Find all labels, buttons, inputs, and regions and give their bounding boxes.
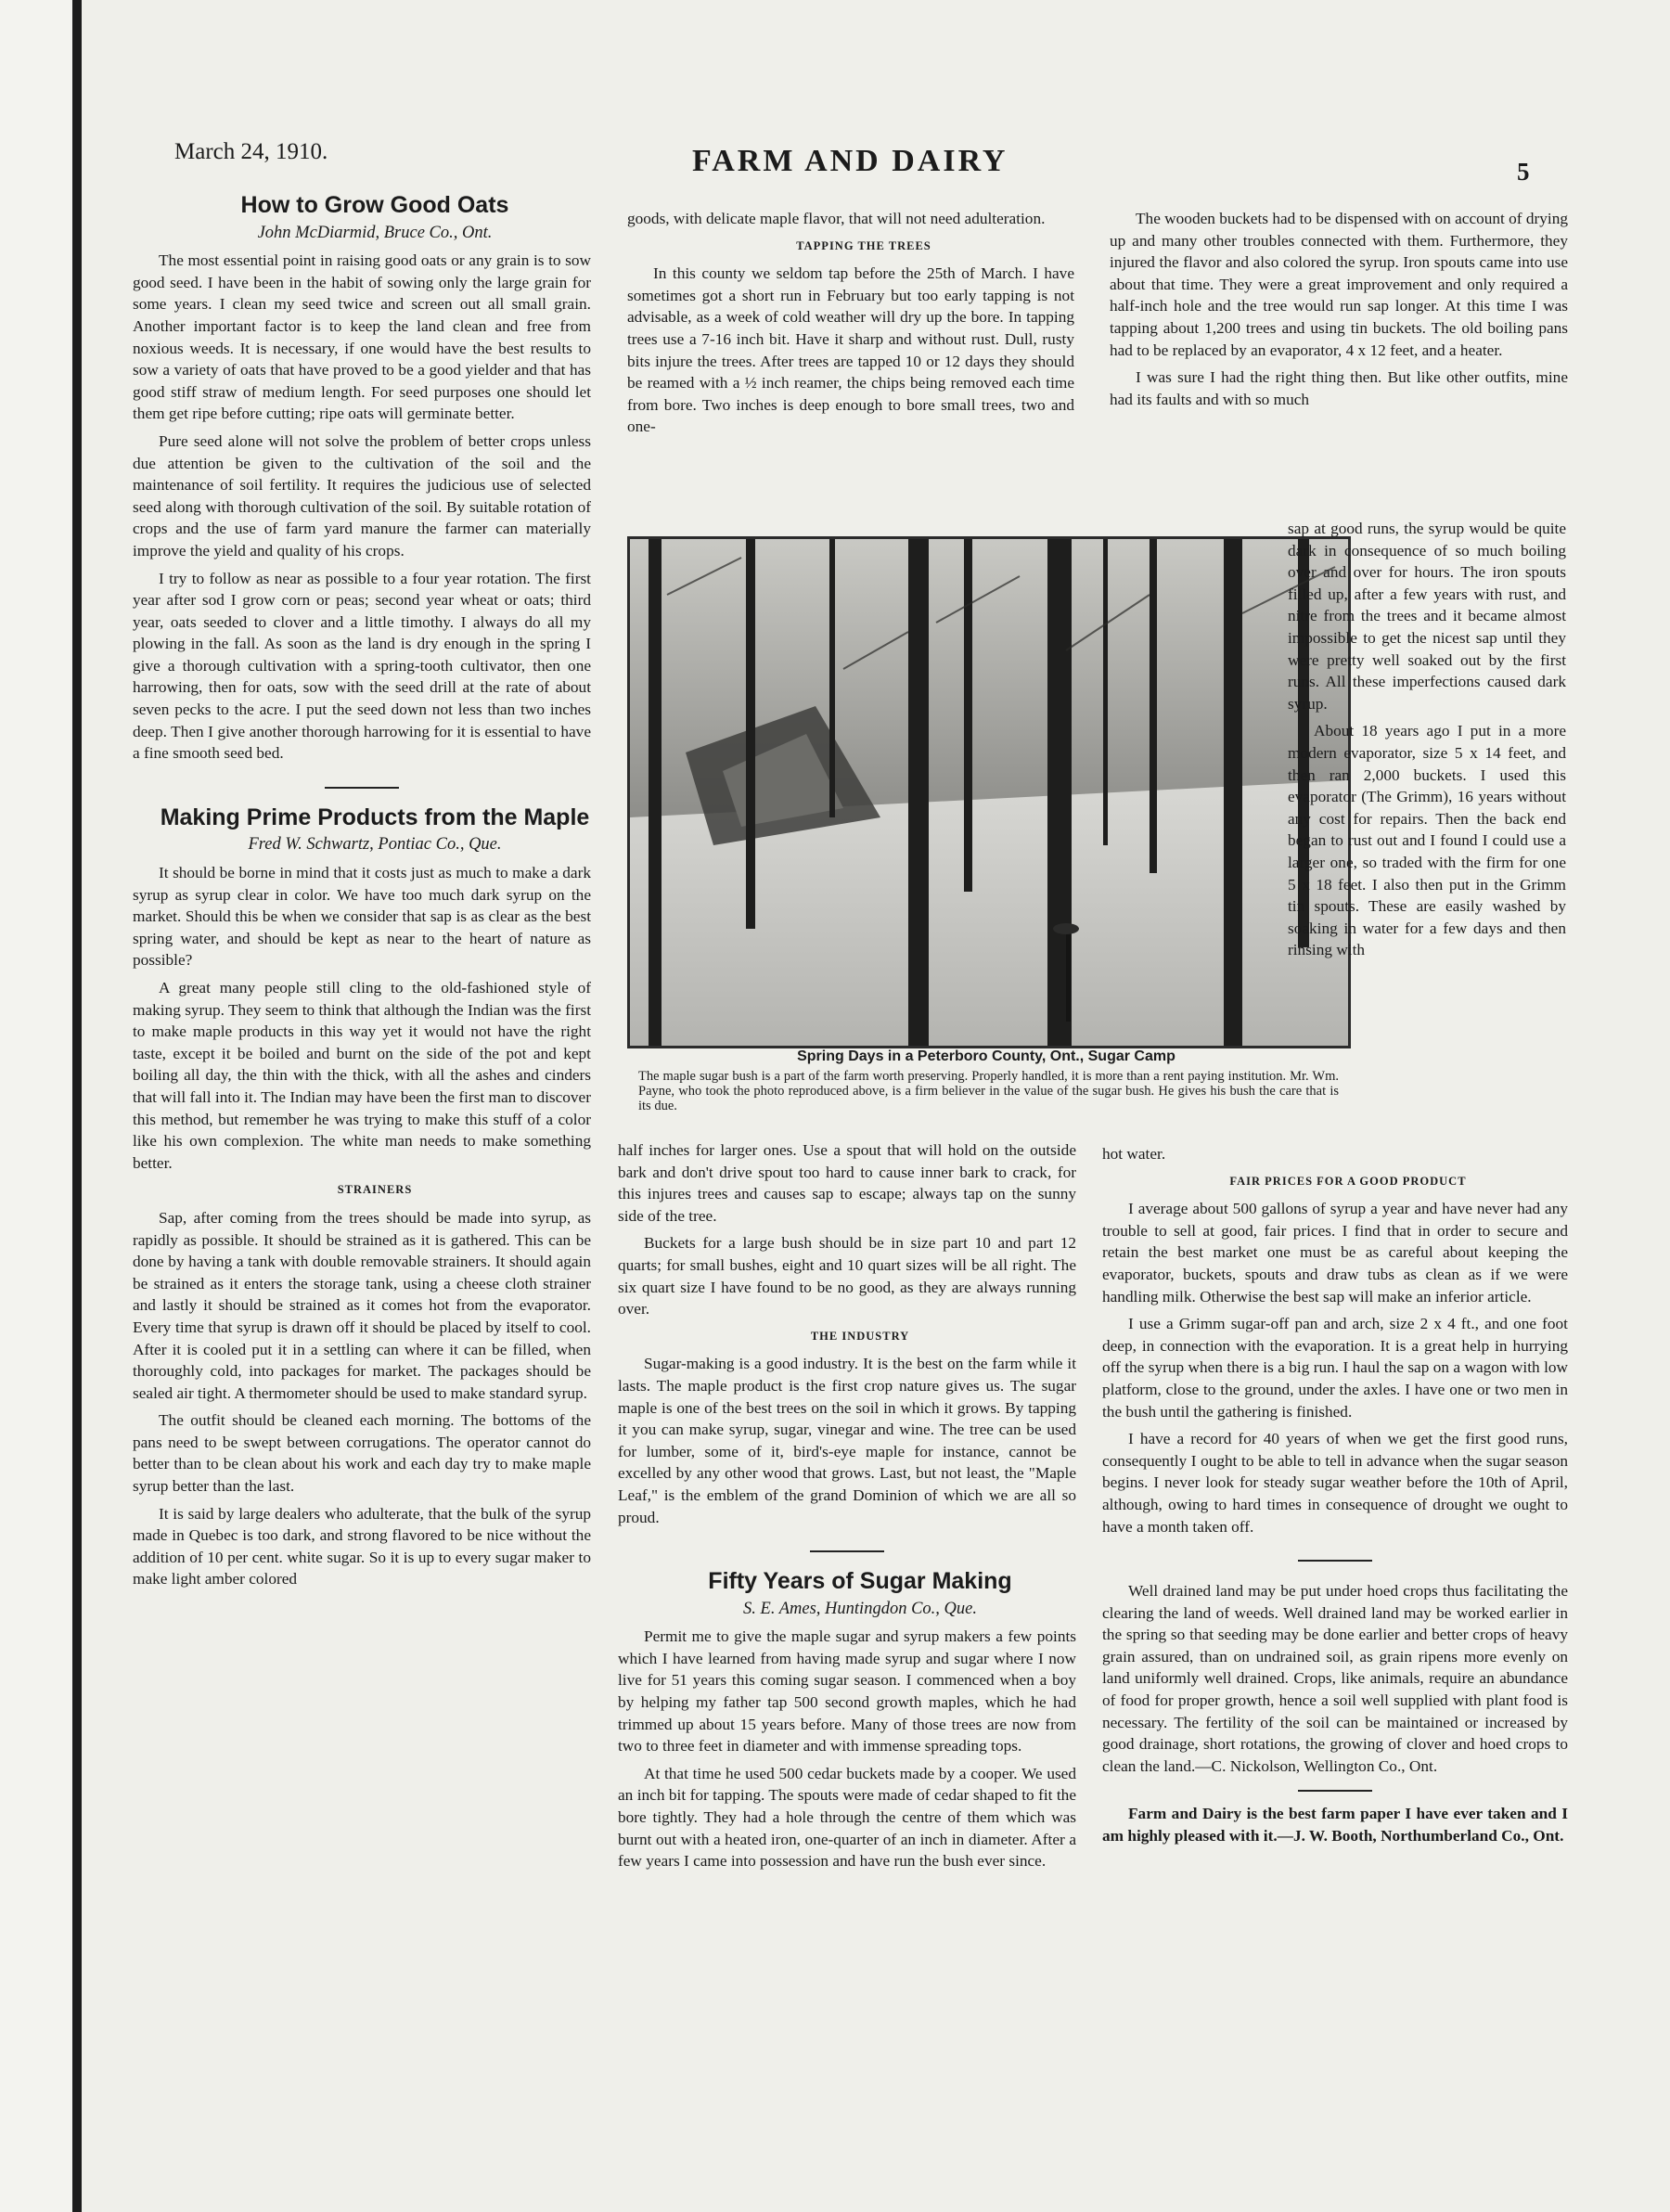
paragraph: I try to follow as near as possible to a four year rotation. The first year after sod I grow corn or peas; second year wheat or oats; third year, oats seeded to clover and a little timothy. I always do all my plowing in the fall. As soon as the land is dry enough in the spring I give a thorough cultivation with a spring-tooth cultivator, then one harrowing, then for oats, sow with the seed drill at the rate of about seven pecks to the acre. I put the seed down not less than two inches deep. Then I give another thorough harrowing for it is essential to have a fine smooth seed bed. (133, 569, 591, 763)
adjacent-page-margin (0, 0, 82, 2212)
paragraph: Sap, after coming from the trees should be made into syrup, as rapidly as possible. It should be strained as it is gathered. This can be done by having a tank with double removable strainers. It should again be strained as it enters the storage tank, using a cheese cloth strainer and lastly it should be strained as it comes hot from the evaporator. Every time that syrup is drawn off it should be placed by itself to cool. After it is cooled put it in a settling can where it can be filled, when thoroughly cold, into packages for market. The packages should be sealed air tight. A thermometer should be used to make standard syrup. (133, 1208, 591, 1402)
newspaper-page (82, 0, 1670, 2212)
article-title-oats: How to Grow Good Oats (240, 192, 509, 218)
column-1 (133, 192, 591, 1596)
paragraph: About 18 years ago I put in a more modern evaporator, size 5 x 14 feet, and then ran 2,000 buckets. I used this evaporator (The Grimm), 16 years without any cost for repairs. Then the back end began to rust out and I found I could use a larger one, so traded with the firm for one 5 x 18 feet. I also then put in the Grimm tin spouts. These are easily washed by soaking in water for a few days and then rinsing with (1288, 722, 1566, 959)
paragraph: Pure seed alone will not solve the problem of better crops unless due attention be given to the cultivation of the soil and the maintenance of soil fertility. It requires the judicious use of selected seed along with thorough cultivation of the soil. By suitable rotation of crops and the use of farm yard manure the farmer can materially improve the yield and quality of his crops. (133, 431, 591, 559)
paragraph: It is said by large dealers who adulterate, that the bulk of the syrup made in Quebec is too dark, and strong flavored to be nice without the addition of 10 per cent. white sugar. So it is up to every sugar maker to make light amber colored (133, 1504, 591, 1588)
subheading-tapping: TAPPING THE TREES (796, 238, 931, 252)
paragraph: At that time he used 500 cedar buckets made by a cooper. We used an inch bit for tapping. The spouts were made of cedar shaped to fit the bore tightly. They had a hole through the centre of them which was burnt out with a heated iron, one-quarter of an inch in diameter. After a few years I came into possession and have run the bush ever since. (618, 1764, 1076, 1871)
forest-photo-illustration (630, 539, 1348, 1046)
paragraph: Permit me to give the maple sugar and syrup makers a few points which I have learned from having made syrup and sugar where I now live for 51 years this coming sugar season. I commenced when a boy by helping my father tap 500 second growth maples, which he had trimmed up about 15 years before. Many of those trees are now from two to three feet in diameter and with immense spreading tops. (618, 1627, 1076, 1755)
issue-date: March 24, 1910. (174, 139, 328, 164)
paragraph: half inches for larger ones. Use a spout that will hold on the outside bark and don't drive spout too hard to cause inner bark to crack, for this injures trees and causes sap to escape; always tap on the sunny side of the tree. (618, 1141, 1076, 1225)
paragraph: It should be borne in mind that it costs just as much to make a dark syrup as syrup clear in color. We have too much dark syrup on the market. Should this be when we consider that sap is as clear as the best spring water, and should be kept as near to the heart of nature as possible? (133, 864, 591, 970)
column-2-top (627, 208, 1074, 444)
paragraph: I have a record for 40 years of when we get the first good runs, consequently I ought to be able to tell in advance when the sugar season begins. I never look for steady sugar weather before the 10th of April, although, owing to hard times in consequence of drought we ought to have a month taken off. (1102, 1430, 1568, 1536)
masthead-title: FARM AND DAIRY (692, 144, 1008, 178)
paragraph: Well drained land may be put under hoed crops thus facilitating the clearing the land of weeds. Well drained land may be worked earlier in the spring so that seeding may be done earlier and better crops of heavy grain assured, than on undrained soil, as grain ripens more evenly on land uniformly well drained. Crops, like animals, require an abundance of food for proper growth, hence a soil well supplied with plant food is necessary. The fertility of the soil can be maintained or increased by good drainage, short rotations, the growing of clover and hoed crops to clean the land.—C. Nickolson, Wellington Co., Ont. (1102, 1582, 1568, 1775)
photo-caption-body: The maple sugar bush is a part of the farm worth preserving. Properly handled, it is more than a rent paying institution. Mr. Wm. Payne, who took the photo reproduced above, is a firm believer in the value of the sugar bush. He gives his bush the care that is its due. (638, 1069, 1339, 1113)
page-number: 5 (1517, 158, 1530, 186)
subheading-fair-prices: FAIR PRICES FOR A GOOD PRODUCT (1229, 1174, 1467, 1188)
paragraph: In this county we seldom tap before the 25th of March. I have sometimes got a short run in February but too early tapping is not advisable, as a week of cold weather will dry up the bore. In tapping trees use a 7-16 inch bit. Have it sharp and without rust. Dull, rusty bits injure the trees. After trees are tapped 10 or 12 days they should be reamed with a ½ inch reamer, the chips being removed each time from bore. Two inches is deep enough to bore small trees, two and one- (627, 264, 1074, 436)
paragraph: Buckets for a large bush should be in size part 10 and part 12 quarts; for small bushes, eight and 10 quart sizes will be all right. The six quart size I have found to be no good, as they are always running over. (618, 1234, 1076, 1318)
column-2-bottom (618, 1139, 1076, 1878)
photo-caption-title: Spring Days in a Peterboro County, Ont., Sugar Camp (797, 1048, 1175, 1064)
article-title-fifty-years: Fifty Years of Sugar Making (708, 1568, 1012, 1595)
paragraph: sap at good runs, the syrup would be quite dark in consequence of so much boiling over and over for hours. The iron spouts filled up, after a few years with rust, and nitre from the trees and it became almost impossible to get the nicest sap until they were pretty well soaked out by the first runs. All these imperfections caused dark syrup. (1288, 520, 1566, 713)
section-divider (1298, 1790, 1372, 1792)
column-3-bottom (1102, 1143, 1568, 1853)
paragraph: The most essential point in raising good oats or any grain is to sow good seed. I have been in the habit of sowing only the large grain for some years. I clean my seed twice and screen out all small grain. Another important factor is to keep the land clean and free from noxious weeds. It is necessary, if one would have the best results to sow a variety of oats that have proved to be a good yielder and that has good stiff straw of medium length. For seed purposes one should let them get ripe before cutting; ripe oats will germinate better. (133, 251, 591, 423)
paragraph: Sugar-making is a good industry. It is the best on the farm while it lasts. The maple product is the first crop nature gives us. The sugar maple is one of the best trees on the soil in which it grows. By tapping it you can make syrup, sugar, vinegar and wine. The tree can be used for lumber, some of it, bird's-eye maple for instance, cannot be excelled by any other wood that grows. Last, but not least, the "Maple Leaf," is the emblem of the grand Dominion of which we are all so proud. (618, 1355, 1076, 1526)
byline-oats: John McDiarmid, Bruce Co., Ont. (257, 223, 493, 242)
section-divider (1298, 1560, 1372, 1562)
paragraph: goods, with delicate maple flavor, that will not need adulteration. (627, 210, 1046, 227)
byline-maple: Fred W. Schwartz, Pontiac Co., Que. (248, 835, 502, 855)
testimonial: Farm and Dairy is the best farm paper I have ever taken and I am highly pleased with it.—J. W. Booth, Northumberland Co., Ont. (1102, 1805, 1568, 1845)
column-3-top (1110, 208, 1568, 410)
paragraph: The outfit should be cleaned each morning. The bottoms of the pans need to be swept between corrugations. The operator cannot do better than to be clean about his work and each day try to make maple syrup better than the last. (133, 1411, 591, 1496)
subheading-strainers: STRAINERS (337, 1183, 413, 1197)
column-3-wrap (1288, 518, 1566, 967)
paragraph: A great many people still cling to the old-fashioned style of making syrup. They seem to think that although the Indian was the first to make maple products in this way yet it would not have the right taste, except it be boiled and burnt on the side of the pot and kept boiling all day, the thin with the thick, with all the ashes and cinders that will fall into it. The Indian may have been the first man to discover this method, but remember he was trying to make this stuff of a color like his own complexion. The white man needs to make something better. (133, 979, 591, 1172)
paragraph: I was sure I had the right thing then. But like other outfits, mine had its faults and with so much (1110, 368, 1568, 408)
subheading-industry: THE INDUSTRY (810, 1329, 910, 1343)
paragraph: I average about 500 gallons of syrup a year and have never had any trouble to sell at good, fair prices. I find that in order to secure and retain the best market one must be as careful about keeping the evaporator, buckets, spouts and draw tubs as clean as if we were handling milk. Otherwise the best sap will make an inferior article. (1102, 1200, 1568, 1305)
section-divider (325, 787, 399, 789)
paragraph: The wooden buckets had to be dispensed with on account of drying up and many other troubles connected with them. Furthermore, they injured the flavor and also colored the syrup. Iron spouts came into use about that time. They were a great improvement and only required a half-inch hole and the tree would run sap longer. At this time I was tapping about 1,200 trees and using tin buckets. The old boiling pans had to be replaced by an evaporator, 4 x 12 feet, and a heater. (1110, 210, 1569, 359)
article-title-maple: Making Prime Products from the Maple (160, 804, 590, 830)
paragraph: hot water. (1102, 1145, 1166, 1163)
section-divider (810, 1550, 884, 1552)
sugar-camp-photo (627, 536, 1351, 1048)
paragraph: I use a Grimm sugar-off pan and arch, size 2 x 4 ft., and one foot deep, in connection with the evaporation. It is a great help in hurrying off the syrup when there is a big run. I haul the sap on a wagon with low platform, close to the ground, under the axles. I have one or two men in the bush until the gathering is finished. (1102, 1315, 1568, 1421)
byline-fifty-years: S. E. Ames, Huntingdon Co., Que. (743, 1599, 977, 1618)
